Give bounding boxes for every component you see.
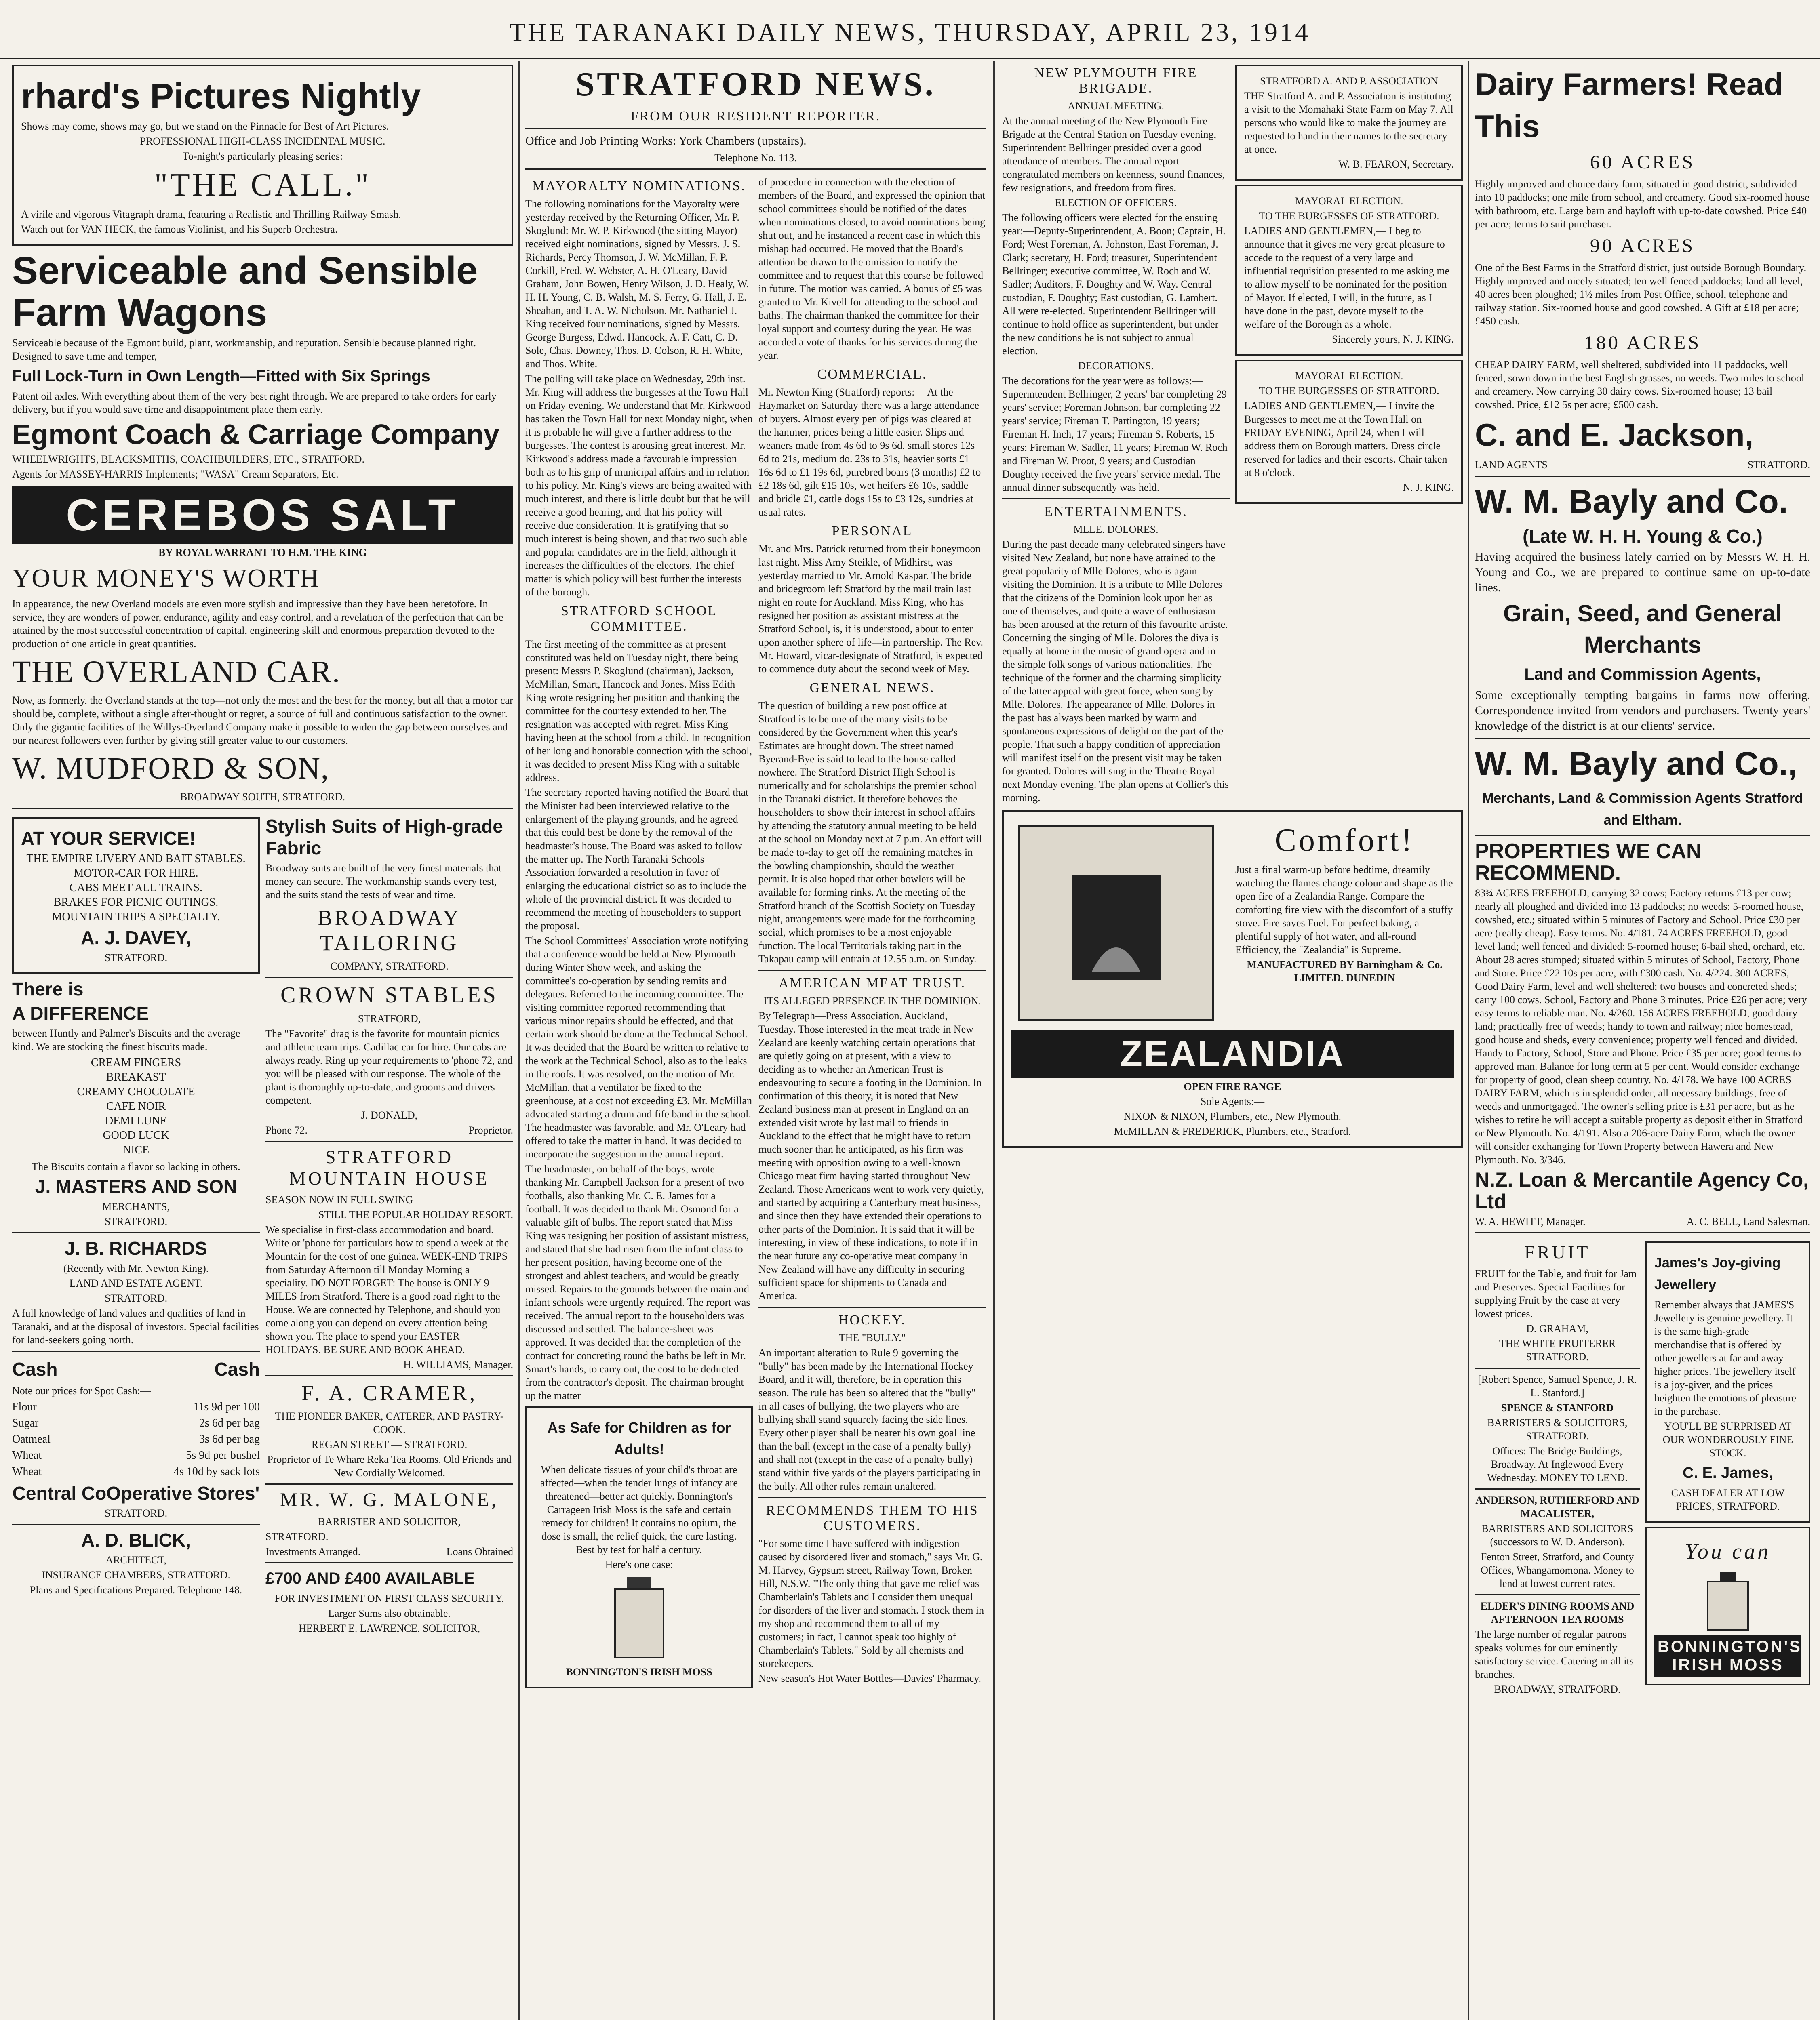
blick-sub: ARCHITECT,	[105, 1554, 166, 1566]
col1-lower-left	[12, 813, 260, 1637]
masters-sub: MERCHANTS,	[102, 1201, 170, 1212]
article-text: of procedure in connection with the election of members of the Board, and expressed the opinion that school committees should be notified of the dates when nominations closed, to avoid nominations being shut out, and he instanced a recent case in which this mishap had occurred. He moved that the Board's attention be drawn to the omission to notify the committee and to request that this course be followed in future. The motion was carried. A bonus of £5 was granted to Mr. Kivell for attending to the school and baths. The chairman thanked the committee for their loyal support and courtesy during the year. He was accorded a vote of thanks for his services during the year.	[758, 176, 986, 361]
cash-ad	[12, 1356, 260, 1520]
biscuit-item: GOOD LUCK	[103, 1129, 169, 1142]
divider	[1475, 1232, 1810, 1233]
price-value: 4s 10d by sack lots	[173, 1465, 260, 1478]
bayly2-title: W. M. Bayly and Co.,	[1475, 745, 1797, 782]
malone-sub: BARRISTER AND SOLICITOR,	[318, 1516, 461, 1528]
stratford-news-title: STRATFORD NEWS.	[575, 65, 936, 103]
heading-mayoralty: MAYORALTY NOMINATIONS.	[532, 179, 746, 194]
price-row	[12, 1399, 260, 1415]
biscuit-item: DEMI LUNE	[105, 1115, 167, 1127]
cerebos-warrant: BY ROYAL WARRANT TO H.M. THE KING	[158, 547, 367, 558]
wagons-sub: Full Lock-Turn in Own Length—Fitted with Six Springs	[12, 367, 430, 385]
zealandia-top	[1011, 818, 1454, 1030]
comfort-body: Just a final warm-up before bedtime, dreamily watching the flames change colour and shape as the open fire of a Zealandia Range. Compare the comforting fire view with the discomfort of a stuffy stove. Fire saves Fuel. For perfect baking, a plentiful supply of hot water, and all-round Efficiency, the "Zealandia" is Supreme.	[1235, 864, 1453, 955]
comfort-title: Comfort!	[1274, 823, 1415, 858]
divider	[12, 1232, 260, 1233]
may1-to: TO THE BURGESSES OF STRATFORD.	[1259, 210, 1439, 222]
article-text: The secretary reported having notified the Board that the Minister had been interviewed relative to the enlargement of the playing grounds, and he agreed that this could best be done by the removal of the headmaster's house. The Board was asked to follow the matter up. The North Taranaki Schools Association forwarded a resolution in favor of enlarging the educational district so as to include the whole of the provincial district. It was decided to recommend the meeting of householders to support the proposal.	[525, 787, 749, 932]
money-title: YOUR MONEY'S WORTH	[12, 564, 320, 592]
fruit-sub: THE WHITE FRUITERER STRATFORD.	[1499, 1338, 1616, 1363]
assn-body: THE Stratford A. and P. Association is instituting a visit to the Momahaki State Farm on May 7. All persons who would like to make the journey are requested to hand in their names to the secretary at once.	[1244, 90, 1453, 155]
article-text: Mr. Newton King (Stratford) reports:— At the Haymarket on Saturday there was a large attendance of buyers. Almost every pen of pigs was cleared at the hammer, prices being a little easier. Slips and weaners made from 4s 6d to 9s 6d, small stores 12s 6d to 21s, medium do. 23s to 31s, heavier sorts £1 16s 6d to £1 19s 6d, purebred boars (3 months) £2 to £2 18s 6d, gilt £15 10s, wet heifers £6 10s, saddle and bridle £1, cattle dogs 15s to £3 12s, sundries at usual rates.	[758, 386, 981, 518]
moss-body: When delicate tissues of your child's throat are affected—when the tender lungs of infancy are threatened—better act quickly. Bonnington's Carrageen Irish Moss is the safe and certain remedy for children! It contains no opium, the dose is small, the relief quick, the cure lasting. Best by test for half a century.	[540, 1464, 738, 1555]
invest-body: Larger Sums also obtainable.	[328, 1608, 451, 1619]
article-text: The question of building a new post office at Stratford is to be one of the many visits to be considered by the Government when this year's Estimates are brought down. The street named Byerand-Bye is said to lead to the house called nowhere. The Stratford District High School is numerically and for scholarships the premier school in the Taranaki district. It therefore behoves the householders to show their interest in school affairs by attending the statutory annual meeting to be held at the school on Monday next at 7 p.m. An effort will be made to-day to get off the remaining matches in the bowling championship, should the weather permit. It is also hoped that other bowlers will be available for forming rinks. At the meeting of the Stratford branch of the Scottish Society on Tuesday night, arrangements were made for the forthcoming social, which promises to be a most enjoyable function. The local Territorials taking part in the Takapau camp will entrain at 12.55 a.m. on Sunday.	[758, 700, 982, 965]
farm-1-body: Highly improved and choice dairy farm, situated in good district, subdivided into 10 paddocks; one mile from school, and creamery. Good six-roomed house with bathroom, etc. Large barn and hayloft with up-to-date cowshed. Price £40 per acre; terms to suit purchaser.	[1475, 178, 1809, 230]
zealandia-copy	[1235, 818, 1454, 1030]
elder-body: The large number of regular patrons speaks volumes for our eminently satisfactory service. Catering in all its branches.	[1475, 1629, 1634, 1680]
may2-title: MAYORAL ELECTION.	[1295, 370, 1403, 382]
heading-school: STRATFORD SCHOOL COMMITTEE.	[560, 604, 718, 634]
fire-sub: ANNUAL MEETING.	[1068, 100, 1164, 112]
nz-title: N.Z. Loan & Mercantile Agency Co, Ltd	[1475, 1168, 1809, 1213]
cramer-addr: REGAN STREET — STRATFORD.	[311, 1439, 468, 1450]
biscuit-item: BREAKAST	[106, 1071, 166, 1084]
props-body: 83¾ ACRES FREEHOLD, carrying 32 cows; Factory returns £13 per cow; nearly all ploughed and divided into 13 paddocks; no weeds; 5-roomed house, cowshed, etc.; situated within 5 minutes of Factory and School. Price £30 per acre (really cheap). Easy terms. No. 4/181. 74 ACRES FREEHOLD, good level land; well fenced and divided; 5-roomed house; 6-bail shed, orchard, etc. About 28 acres stumped; situated within 5 minutes of School, Factory, Phone and Store. Price £22 10s per acre, with £300 cash. No. 4/224. 300 ACRES, Good Dairy Farm, level and well sheltered; two houses and concreted sheds; carry 100 cows. School, Factory and Phone 3 minutes. Price £26 per acre; very easy terms to reliable man. No. 4/260. 156 ACRES FREEHOLD, good dairy land; practically free of weeds; handy to town and railway; nice homestead, good house and sheds, every convenience; property well fenced and divided. Handy to Factory, School, Store and Phone. Price £35 per acre; good terms to approved man. Balance for long term at 5 per cent. Would consider exchange for property of good, clean sheep country. No. 4/178. We have 100 ACRES DAIRY FARM, which is in splendid order, all necessary buildings, free of weeds and unmortgaged. The owner's selling price is £31 per acre, but as he wishes to retire he will accept a suitable property as deposit either in Stratford or New Plymouth. No. 4/191. Also a 206-acre Dairy Farm, which the owner will consider exchanging for Town Property between Hawera and New Plymouth. No. 3/346.	[1475, 887, 1807, 1166]
service-list	[21, 852, 251, 924]
egmont-agents: Agents for MASSEY-HARRIS Implements; "WASA" Cream Separators, Etc.	[12, 468, 339, 480]
divider	[12, 1351, 260, 1352]
farm-3-body: CHEAP DAIRY FARM, well sheltered, subdivided into 11 paddocks, well fenced, sown down in the best English grasses, no weeds. Two miles to school and creamery. Now carrying 30 dairy cows. Six-roomed house; 13 bail cowshed. Price, £12 5s per acre; £500 cash.	[1475, 359, 1805, 410]
malone-loans: Loans Obtained	[446, 1546, 513, 1557]
article-text: At the annual meeting of the New Plymouth Fire Brigade at the Central Station on Tuesday evening, Superintendent Bellringer presided over a good attendance of members. The annual report congratulated members on keenness, sound finances, few resignations, and freedom from fires.	[1002, 115, 1225, 194]
jackson-footer	[1475, 458, 1810, 471]
comfort-maker: MANUFACTURED BY Barningham & Co. LIMITED. DUNEDIN	[1247, 959, 1443, 984]
may2-to: TO THE BURGESSES OF STRATFORD.	[1259, 385, 1439, 397]
column-rule	[993, 61, 995, 2020]
suits-title: Stylish Suits of High-grade Fabric	[265, 816, 503, 858]
richards-town: STRATFORD.	[104, 1292, 168, 1304]
cash-left: Cash	[12, 1359, 58, 1380]
nz-footer	[1475, 1215, 1810, 1228]
price-item: Sugar	[12, 1417, 39, 1429]
wagons-body: Serviceable because of the Egmont build, plant, workmanship, and reputation. Sensible because planned right. Designed to save time and temper,	[12, 337, 476, 362]
divider	[1475, 835, 1810, 836]
anderson-body: Fenton Street, Stratford, and County Offices, Whangamomona. Money to lend at lowest current rates.	[1481, 1551, 1634, 1589]
richards-sub: (Recently with Mr. Newton King).	[63, 1262, 209, 1274]
col3-left	[1002, 61, 1230, 806]
col4-lower	[1475, 1237, 1810, 1698]
col4-lower-left	[1475, 1237, 1640, 1698]
broadway-title: BROADWAY TAILORING	[317, 906, 461, 955]
wagons-title: Serviceable and Sensible Farm Wagons	[12, 249, 478, 334]
richards-ad	[12, 1237, 260, 1347]
divider	[1475, 1488, 1640, 1490]
malone-town: STRATFORD.	[265, 1531, 329, 1542]
bayly2-sub: Merchants, Land & Commission Agents Stratford and Eltham.	[1482, 791, 1803, 828]
james-body: Remember always that JAMES'S Jewellery is genuine jewellery. It is the same high-grade merchandise that is offered by other jewellers at far and away higher prices. The jewellery itself is a joy-giver, and the prices heighten the emotions of pleasure in the purchase.	[1654, 1299, 1796, 1417]
bonnington-ad	[1645, 1527, 1810, 1685]
price-value: 2s 6d per bag	[199, 1417, 260, 1429]
bonnington-brand: BONNINGTON'S IRISH MOSS	[1654, 1635, 1801, 1677]
price-row	[12, 1415, 260, 1431]
may1-body: LADIES AND GENTLEMEN,— I beg to announce that it gives me very great pleasure to accede to the request of a very large and influential requisition presented to me asking me to allow myself to be nominated for the position of Mayor. If elected, I will, in the future, as I have done in the past, devote myself to the welfare of the Borough as a whole.	[1244, 225, 1450, 330]
spence-title: SPENCE & STANFORD	[1501, 1402, 1614, 1414]
service-ad	[12, 817, 260, 974]
ent-sub: MLLE. DOLORES.	[1073, 524, 1159, 535]
invest-sub: FOR INVESTMENT ON FIRST CLASS SECURITY.	[274, 1593, 504, 1604]
article-text: The following officers were elected for the ensuing year:—Deputy-Superintendent, A. Boon; Captain, H. Ford; West Foreman, A. Johnston, East Foreman, J. Clark; secretary, H. Ford; treasurer, Superintendent Bellringer; executive committee, W. Roch and W. Sadler; Auditors, F. Doughty and W. Way. Central custodian, F. Doughty; East custodian, G. Lambert. All were re-elected. Superintendent Bellringer will continue to hold office as superintendent, but under the new conditions he is not subject to annual election.	[1002, 212, 1226, 357]
price-item: Wheat	[12, 1465, 42, 1478]
overland-title: THE OVERLAND CAR.	[12, 655, 341, 689]
assn-title: STRATFORD A. AND P. ASSOCIATION	[1260, 75, 1438, 87]
service-line: CABS MEET ALL TRAINS.	[69, 882, 203, 894]
news-columns	[525, 174, 986, 1692]
article-text: The School Committees' Association wrote notifying that a conference would be held at New Plymouth during Winter Show week, and asking the committee's co-operation by sending remits and delegates. Referred to the incoming committee. The visiting committee reported recommending that various minor repairs should be effected, and that certain work should be done at the Technical School. It was decided that the Board be written to relative to the work at the Technical School, also as to the leaks in the roofs. It was resolved, on the motion of Mr. McMillan, that a ventilator be fixed to the greenhouse, at a cost not exceeding £3. Mr. McMillan advocated starting a drum and fife band in the school. The headmaster was favorable, and Mr. O'Leary had offered to take the matter in hand. It was decided to incorporate the suggestion in the annual report.	[525, 935, 752, 1160]
anderson-sub: BARRISTERS AND SOLICITORS (successors to W. D. Anderson).	[1481, 1523, 1633, 1548]
biscuit-item: CAFE NOIR	[106, 1100, 166, 1113]
biscuit-note: The Biscuits contain a flavor so lacking in others.	[32, 1161, 240, 1172]
richards-body: A full knowledge of land values and qualities of land in Taranaki, and at the disposal of investors. Special facilities for land-seekers going north.	[12, 1307, 259, 1346]
blick-plans: Plans and Specifications Prepared. Telephone 148.	[29, 1584, 242, 1596]
dairy-title: Dairy Farmers! Read This	[1475, 66, 1784, 144]
divider	[1475, 738, 1810, 739]
moss-bottle-icon	[607, 1573, 672, 1662]
service-line: THE EMPIRE LIVERY AND BAIT STABLES.	[26, 852, 246, 865]
masters-title: J. MASTERS AND SON	[35, 1176, 237, 1197]
biscuit-item: NICE	[122, 1144, 150, 1156]
wagons-body2: Patent oil axles. With everything about them of the very best right through. We are prepared to take orders for early delivery, but if you would save time and disappointment place them early.	[12, 390, 497, 415]
news-right	[758, 174, 986, 1692]
column-2	[525, 61, 986, 2020]
subheading-hockey: THE "BULLY."	[838, 1332, 906, 1344]
agents-title: Sole Agents:—	[1200, 1096, 1265, 1107]
subheading-meat-trust: ITS ALLEGED PRESENCE IN THE DOMINION.	[763, 995, 981, 1007]
price-row	[12, 1431, 260, 1448]
farm-3-title: 180 ACRES	[1584, 332, 1702, 354]
news-left	[525, 174, 753, 1692]
bargains: Some exceptionally tempting bargains in farms now offering. Correspondence invited from vendors and purchasers. Twenty years' knowledge of the district is at our clients' service.	[1475, 688, 1810, 732]
bayly-title: W. M. Bayly and Co.	[1475, 483, 1788, 520]
coop-title: Central CoOperative Stores'	[12, 1483, 260, 1504]
elder-addr: BROADWAY, STRATFORD.	[1494, 1683, 1621, 1695]
divider	[1475, 1368, 1640, 1369]
divider	[525, 168, 986, 170]
james-title: James's Joy-giving Jewellery	[1654, 1255, 1781, 1292]
zealandia-illustration	[1011, 818, 1230, 1030]
malone-investments: Investments Arranged.	[265, 1546, 361, 1557]
col4-lower-right	[1645, 1237, 1810, 1698]
anderson-title: ANDERSON, RUTHERFORD AND MACALISTER,	[1475, 1494, 1639, 1519]
jackson-right: STRATFORD.	[1747, 459, 1810, 471]
price-row	[12, 1464, 260, 1480]
bayly-sub: (Late W. H. H. Young & Co.)	[1523, 526, 1763, 547]
price-item: Oatmeal	[12, 1433, 51, 1446]
price-item: Flour	[12, 1401, 37, 1413]
bayly-body: Having acquired the business lately carried on by Messrs W. H. H. Young and Co., we are prepared to continue same on up-to-date lines.	[1475, 550, 1810, 594]
crown-body: The "Favorite" drag is the favorite for mountain picnics and athletic team trips. Cadillac car for hire. Our cabs are always ready. Ring up your requirements to 'phone 72, and you will be pleased with our response. The whole of the plant is thoroughly up-to-date, and grooms and drivers competent.	[265, 1028, 513, 1106]
masthead-title: THE TARANAKI DAILY NEWS, THURSDAY, APRIL 23, 1914	[509, 18, 1311, 46]
difference-title-2: A DIFFERENCE	[12, 1003, 149, 1024]
mountain-season: SEASON NOW IN FULL SWING	[265, 1194, 413, 1206]
hibbard-desc: A virile and vigorous Vitagraph drama, featuring a Realistic and Thrilling Railway Smash.	[21, 208, 401, 220]
egmont-title: Egmont Coach & Carriage Company	[12, 419, 499, 450]
moss-title: As Safe for Children as for Adults!	[547, 1419, 731, 1458]
hibbard-watch: Watch out for VAN HECK, the famous Violinist, and his Superb Orchestra.	[21, 223, 338, 235]
fruit-title: FRUIT	[1524, 1242, 1590, 1262]
crown-footer	[265, 1124, 513, 1137]
divider	[265, 1375, 513, 1376]
mayoral-notice-2	[1235, 360, 1463, 504]
hibbard-film: "THE CALL."	[154, 167, 371, 203]
heading-hockey: HOCKEY.	[838, 1313, 906, 1328]
article-text: An important alteration to Rule 9 governing the "bully" has been made by the International Hockey Board, and it will, therefore, be in operation this season. The rule has been so altered that the "bully" in all cases of bullying, the two players who are bullying shall stand squarely facing the side lines. Every other player shall be nearer his own goal line than the ball (except in the case of a penalty bully) and shall not (except in the case of a penalty bully) stand within five yards of the players participating in the bully. All other rules remain unaltered.	[758, 1347, 981, 1492]
props-title: PROPERTIES WE CAN RECOMMEND.	[1475, 840, 1702, 885]
crown-title: CROWN STABLES	[280, 983, 498, 1008]
masters-town: STRATFORD.	[104, 1216, 168, 1227]
difference-body: between Huntly and Palmer's Biscuits and the average kind. We are stocking the finest biscuits made.	[12, 1027, 240, 1052]
farm-2-body: One of the Best Farms in the Stratford district, just outside Borough Boundary. Highly improved and nicely situated; ten well fenced paddocks; land all level, 40 acres been ploughed; 1½ miles from Post Office, school, telephone and railway station. Six-roomed house and good cowshed. A Gift at £18 per acre; £450 cash.	[1475, 262, 1807, 327]
jackson-left: LAND AGENTS	[1475, 459, 1548, 471]
mountain-body: We specialise in first-class accommodation and board. Write or 'phone for particulars how to spend a week at the Mountain for the cost of one guinea. WEEK-END TRIPS from Saturday Afternoon till Monday Morning a speciality. DO NOT FORGET: The house is ONLY 9 MILES from Stratford. There is a good road right to the House. We are connected by Telephone, and should you come along you can depend on every attention being shown you. The place to spend your EASTER HOLIDAYS. BE SURE AND BOOK AHEAD.	[265, 1224, 509, 1355]
assn-notice	[1235, 65, 1463, 181]
land-title: Land and Commission Agents,	[1524, 665, 1761, 683]
broadway-sub: COMPANY, STRATFORD.	[330, 960, 449, 972]
james-surprised: YOU'LL BE SURPRISED AT OUR WONDEROUSLY FINE STOCK.	[1662, 1420, 1793, 1459]
fire-title: NEW PLYMOUTH FIRE BRIGADE.	[1034, 65, 1198, 96]
article-text: During the past decade many celebrated singers have visited New Zealand, but none have attained to the great popularity of Mlle Dolores, who is again visiting the Dominion. It is a tribute to Mlle Dolores that the citizens of the Dominion look upon her as one of themselves, and quite a wave of enthusiasm has been aroused at the return of this favourite artiste. Concerning the singing of Mlle. Dolores the diva is equally at home in the music of grand opera and in the simple folk songs of various nationalities. The technique of the former and the charming simplicity of the latter appeal with great force, when sung by Mlle. Dolores. The appearance of Mlle. Dolores in the past has always been marked by warm and spontaneous expressions of delight on the part of the people. That such a happy condition of appreciation will manifest itself on the present visit may be taken for granted. Dolores will sing in the Theatre Royal next Monday evening. The plan opens at Collier's this morning.	[1002, 539, 1229, 804]
blick-title: A. D. BLICK,	[81, 1530, 191, 1551]
fruit-body: FRUIT for the Table, and fruit for Jam and Preserves. Special Facilities for supplying Fruit by the case at very lowest prices.	[1475, 1268, 1637, 1319]
james-ad	[1645, 1241, 1810, 1523]
may1-sign: Sincerely yours, N. J. KING.	[1332, 333, 1454, 345]
davey-town: STRATFORD.	[104, 952, 168, 964]
nz-salesman: A. C. BELL, Land Salesman.	[1686, 1216, 1810, 1227]
elder-title: ELDER'S DINING ROOMS AND AFTERNOON TEA ROOMS	[1480, 1600, 1635, 1625]
divider	[1475, 1594, 1640, 1595]
zealandia-sub: OPEN FIRE RANGE	[1184, 1081, 1281, 1092]
col3-right	[1235, 61, 1463, 806]
service-line: MOUNTAIN TRIPS A SPECIALTY.	[52, 911, 220, 923]
blick-ad	[12, 1529, 260, 1597]
heading-personal: PERSONAL	[832, 524, 913, 539]
nz-manager: W. A. HEWITT, Manager.	[1475, 1216, 1586, 1227]
invest-title: £700 AND £400 AVAILABLE	[265, 1570, 475, 1587]
difference-title-1: There is	[12, 978, 84, 999]
mudford-addr: BROADWAY SOUTH, STRATFORD.	[180, 791, 345, 803]
mountain-manager: H. WILLIAMS, Manager.	[403, 1359, 513, 1370]
divider	[525, 128, 986, 129]
crown-prop: Proprietor.	[468, 1124, 513, 1136]
col3-top	[1002, 61, 1463, 806]
moss-tag: Here's one case:	[605, 1559, 673, 1570]
zealandia-ad	[1002, 810, 1463, 1148]
malone-title: MR. W. G. MALONE,	[280, 1489, 499, 1511]
cash-right: Cash	[214, 1359, 260, 1380]
column-3	[1002, 61, 1463, 2020]
invest-name: HERBERT E. LAWRENCE, SOLICITOR,	[299, 1622, 480, 1634]
assn-sign: W. B. FEARON, Secretary.	[1338, 158, 1454, 170]
jackson-title: C. and E. Jackson,	[1475, 417, 1754, 452]
bottle-icon	[1696, 1568, 1760, 1633]
cerebos-logo: CEREBOS SALT	[12, 486, 513, 544]
hibbard-tonight: To-night's particularly pleasing series:	[182, 150, 343, 162]
cash-note: Note our prices for Spot Cash:—	[12, 1385, 151, 1397]
may1-title: MAYORAL ELECTION.	[1295, 195, 1403, 207]
fruit-name: D. GRAHAM,	[1526, 1323, 1588, 1334]
divider	[758, 970, 986, 971]
biscuit-item: CREAMY CHOCOLATE	[77, 1086, 195, 1098]
column-rule	[518, 61, 520, 2020]
col1-lower-right	[265, 813, 513, 1637]
article-text: Mr. and Mrs. Patrick returned from their honeymoon last night. Miss Amy Steikle, of Midhirst, was yesterday married to Mr. Arnold Kaspar. The bride and bridegroom left Stratford by the mail train last night en route for Auckland. Miss King, who has resigned her position as assistant mistress at the Stratford School, is, it is understood, about to enter upon another sphere of life—in partnership. The Rev. Mr. Howard, vicar-designate of Stratford, is expected to commence duty about the second week of May.	[758, 543, 983, 675]
blick-addr: INSURANCE CHAMBERS, STRATFORD.	[42, 1569, 230, 1581]
divider	[265, 977, 513, 978]
article-text: New season's Hot Water Bottles—Davies' Pharmacy.	[758, 1673, 981, 1684]
james-sub: CASH DEALER AT LOW PRICES, STRATFORD.	[1671, 1487, 1785, 1512]
fire-h2: ELECTION OF OFFICERS.	[1055, 197, 1177, 208]
spence-sub: BARRISTERS & SOLICITORS, STRATFORD.	[1487, 1417, 1628, 1442]
mudford-title: W. MUDFORD & SON,	[12, 751, 329, 785]
article-text: The headmaster, on behalf of the boys, wrote thanking Mr. Campbell Jackson for a present of two footballs, also thanking Mr. C. E. James for a football. It was decided to thank Mr. Osmond for a valuable gift of bulbs. The report stated that Miss King was resigning her position of assistant mistress, and stated that she had risen from the infant class to her present position, having become one of the strongest and ablest teachers, and would be greatly missed. Repairs to the grounds between the main and infant schools were urgently required. The report was received. The annual report to the householders was discussed and settled. The balance-sheet was approved. It was decided that the completion of the contract for concreting round the baths be left in Mr. Smart's hands, to carry out, the cost to be deducted from the contractor's deposit. The chairman brought up the matter	[525, 1163, 750, 1401]
fire-h3: DECORATIONS.	[1078, 360, 1154, 372]
may2-body: LADIES AND GENTLEMEN,— I invite the Burgesses to meet me at the Town Hall on FRIDAY EVENING, April 24, when I will address them on Borough matters. Dress circle reserved for ladies and their escorts. Chair taken at 8 o'clock.	[1244, 400, 1447, 478]
article-text: The following nominations for the Mayoralty were yesterday received by the Returning Officer, Mr. P. Skoglund: Mr. W. P. Kirkwood (the sitting Mayor) received eight nominations, signed by Messrs. J. S. Richards, Percy Thomson, J. W. McMillan, F. P. Corkill, Fred. W. Webster, A. H. O'Leary, David Graham, John Bowen, Henry Wilson, J. D. Healy, W. H. H. Young, C. B. Walsh, M. S. Ferry, G. Hall, J. E. Sheahan, and T. A. W. Nicholson. Mr. Nathaniel J. King received four nominations, signed by Messrs. George Burgess, Edwd. Hancock, A. F. Catt, C. D. Sole, Chas. Downey, Thos. D. Colson, R. H. White, and Thos. White.	[525, 198, 749, 370]
biscuit-item: CREAM FINGERS	[91, 1056, 181, 1069]
price-value: 5s 9d per bushel	[186, 1449, 260, 1462]
column-4	[1475, 61, 1810, 2020]
may2-sign: N. J. KING.	[1403, 482, 1454, 493]
coop-town: STRATFORD.	[104, 1507, 168, 1519]
agents-1: NIXON & NIXON, Plumbers, etc., New Plymouth.	[1123, 1111, 1341, 1122]
cash-header	[12, 1356, 260, 1382]
divider	[265, 1141, 513, 1142]
suits-body: Broadway suits are built of the very finest materials that money can secure. The workmanship stands every test, and the suits stand the tests of wear and time.	[265, 862, 502, 901]
hibbard-ad	[12, 65, 513, 246]
article-text: By Telegraph—Press Association. Auckland, Tuesday. Those interested in the meat trade in New Zealand are keenly watching certain operations that are quietly going on at present, with a view to deciding as to whether an American Trust is endeavouring to secure a footing in the Dominion. In confirmation of this theory, it is noted that New Zealand business man at present in England on an extended visit wrote by last mail to friends in Auckland to the effect that he might have to return much sooner than he anticipated, as his firm was meeting with opposition owing to a well-known Chicago meat firm having started throughout New Zealand. Those Americans went to work very quietly, and started by acquiring a Canterbury meat business, and since then they have extended their operations to other parts of the Dominion. It is said that it will be interesting, in view of these indications, to note if in the near future any co-operative meat company in New Zealand will have any difficulty in securing sufficient space for shipments to Canada and America.	[758, 1010, 984, 1302]
richards-line: LAND AND ESTATE AGENT.	[69, 1277, 203, 1289]
ent-title: ENTERTAINMENTS.	[1044, 504, 1188, 519]
davey-name: A. J. DAVEY,	[81, 927, 191, 948]
zealandia-brand: ZEALANDIA	[1011, 1030, 1454, 1078]
divider	[265, 1562, 513, 1563]
irish-moss-ad	[525, 1406, 753, 1688]
col1-lower	[12, 813, 513, 1637]
stratford-news-byline: FROM OUR RESIDENT REPORTER.	[630, 109, 881, 124]
spence-names: [Robert Spence, Samuel Spence, J. R. L. Stanford.]	[1478, 1374, 1637, 1399]
crown-town: STRATFORD,	[358, 1013, 421, 1025]
mayoral-notice-1	[1235, 185, 1463, 356]
price-value: 11s 9d per 100	[193, 1401, 260, 1413]
service-title: AT YOUR SERVICE!	[21, 828, 196, 849]
mountain-title: STRATFORD MOUNTAIN HOUSE	[289, 1147, 490, 1189]
article-text: "For some time I have suffered with indigestion caused by disordered liver and stomach," says Mr. G. M. Harvey, Gypsum street, Railway Town, Broken Hill, N.S.W. "The only thing that gave me relief was Chamberlain's Tablets and I consider them unequal for disorders of the liver and stomach. I stock them in my shop and recommend them to all of my customers; in fact, I cannot speak too highly of Chamberlain's Tablets." Sold by all chemists and storekeepers.	[758, 1538, 984, 1669]
heading-general: GENERAL NEWS.	[809, 680, 935, 695]
moss-brand: BONNINGTON'S IRISH MOSS	[566, 1666, 712, 1678]
hibbard-tag: Shows may come, shows may go, but we stand on the Pinnacle for Best of Art Pictures.	[21, 120, 389, 132]
price-value: 3s 6d per bag	[199, 1433, 260, 1446]
article-text: The first meeting of the committee as at present constituted was held on Tuesday night, there being present: Messrs P. Skoglund (chairman), Jackson, McMillan, Smart, Hancock and Jones. Miss Edith King wrote resigning her position and thanking the committee for the courtesy extended to her. The resignation was accepted with regret. Miss King having been at the school from a child. In recognition of her long and honorable connection with the school, it was decided to present Miss King with a suitable address.	[525, 638, 752, 783]
grain-title: Grain, Seed, and General Merchants	[1503, 600, 1782, 658]
egmont-sub: WHEELWRIGHTS, BLACKSMITHS, COACHBUILDERS, ETC., STRATFORD.	[12, 453, 364, 465]
wagons-ad	[12, 250, 513, 481]
office-line: Office and Job Printing Works: York Chambers (upstairs).	[525, 134, 807, 147]
heading-commercial: COMMERCIAL.	[817, 367, 927, 382]
mountain-resort: STILL THE POPULAR HOLIDAY RESORT.	[318, 1209, 513, 1220]
divider	[758, 1307, 986, 1308]
malone-footer	[265, 1545, 513, 1558]
service-line: BRAKES FOR PICNIC OUTINGS.	[53, 896, 219, 909]
price-row	[12, 1448, 260, 1464]
farm-1-title: 60 ACRES	[1590, 152, 1696, 173]
richards-title: J. B. RICHARDS	[65, 1238, 207, 1259]
crown-phone: Phone 72.	[265, 1124, 308, 1136]
heading-meat-trust: AMERICAN MEAT TRUST.	[778, 976, 966, 991]
divider	[758, 1497, 986, 1498]
difference-ad	[12, 978, 260, 1228]
divider	[1002, 498, 1230, 499]
column-1	[12, 61, 513, 2020]
crown-donald: J. DONALD,	[361, 1109, 418, 1121]
divider	[1475, 476, 1810, 477]
agents-2: McMILLAN & FREDERICK, Plumbers, etc., Stratford.	[1114, 1126, 1351, 1137]
farm-2-title: 90 ACRES	[1590, 235, 1696, 257]
price-item: Wheat	[12, 1449, 42, 1462]
heading-recommends: RECOMMENDS THEM TO HIS CUSTOMERS.	[766, 1503, 979, 1533]
overland-body: Now, as formerly, the Overland stands at the top—not only the most and the best for the money, but all that a motor car should be, complete, without a single after-thought or regret, a source of full and continuous satisfaction to the owner. Only the gigantic facilities of the Willys-Overland Company make it possible to widen the gap between ourselves and our nearest followers even further by giving still greater value to our customers.	[12, 694, 513, 746]
article-text: The polling will take place on Wednesday, 29th inst. Mr. King will address the burgesses at the Town Hall on Friday evening. We understand that Mr. Kirkwood has taken the Town Hall for next Monday night, when it is probable he will give a further address to the burgesses. The contest is arousing great interest. Mr. Kirkwood's address made a favourable impression both as to his grip of municipal affairs and in relation to his policy. Mr. King's views are being awaited with much interest, and there is little doubt but that he will receive a good hearing, and that his policy will receive due consideration. It is gratifying that so much interest is being shown, and that two such able and popular candidates are in the field, although it increases the difficulties of the electors. The chief matter is which policy will best further the interests of the borough.	[525, 373, 753, 598]
masthead	[0, 8, 1820, 59]
divider	[12, 1524, 260, 1525]
cramer-body: Proprietor of Te Whare Reka Tea Rooms. Old Friends and New Cordially Welcomed.	[267, 1454, 512, 1479]
spence-body: Offices: The Bridge Buildings, Broadway. At Inglewood Every Wednesday. MONEY TO LEND.	[1487, 1445, 1628, 1483]
youcan-text: You can	[1685, 1539, 1771, 1563]
money-body: In appearance, the new Overland models are even more stylish and impressive than they have been heretofore. In service, they are wonders of power, endurance, agility and easy control, and a revelation of the perfection that can be attained by the most successful concentration of capital, engineering skill and enormous preparation devoted to the production of one article in great quantities.	[12, 598, 503, 650]
divider	[265, 1483, 513, 1485]
phone-line: Telephone No. 113.	[714, 152, 797, 164]
article-text: The decorations for the year were as follows:—Superintendent Bellringer, 2 years' bar completing 29 years' service; Foreman Johnson, bar completing 22 years' service; Fireman T. Partington, 19 years; Fireman H. Inch, 17 years; Fireman S. Roberts, 15 years; Fireman W. Sadler, 11 years; Fireman W. Roch and Fireman W. Proot, 9 years; and Custodian Doughty received the five years' service medal. The annual dinner subsequently was held.	[1002, 375, 1228, 493]
hibbard-title: rhard's Pictures Nightly	[21, 76, 421, 116]
service-line: MOTOR-CAR FOR HIRE.	[74, 867, 198, 880]
column-rule	[1468, 61, 1469, 2020]
hibbard-music: PROFESSIONAL HIGH-CLASS INCIDENTAL MUSIC.	[140, 135, 385, 147]
biscuit-list	[12, 1056, 260, 1157]
divider	[12, 808, 513, 809]
cramer-title: F. A. CRAMER,	[301, 1381, 478, 1405]
james-name: C. E. James,	[1683, 1464, 1773, 1481]
fireplace-icon	[1011, 818, 1221, 1028]
cramer-sub: THE PIONEER BAKER, CATERER, AND PASTRY-COOK.	[275, 1410, 504, 1435]
